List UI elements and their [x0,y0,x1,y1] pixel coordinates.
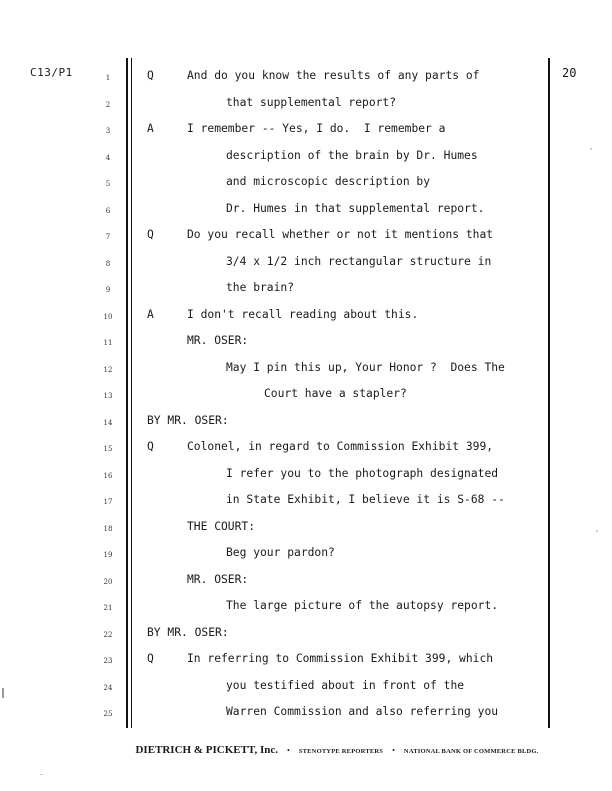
transcript-line: the brain? [226,281,295,294]
footer-address: NATIONAL BANK OF COMMERCE BLDG. [403,748,539,755]
line-number: 21 [103,604,113,612]
line-number: 24 [103,683,113,692]
transcript-line: Beg your pardon? [226,546,335,559]
qa-marker: Q [147,440,154,453]
left-margin-rule-inner [131,58,132,728]
transcript-line: Do you recall whether or not it mentions that [187,228,494,241]
right-margin-rule [548,58,550,728]
scan-speck [596,530,598,532]
line-number: 22 [103,630,113,639]
transcript-line: And do you know the results of any parts of [187,69,480,82]
footer-bullet: • [286,746,290,755]
transcript-line: I remember -- Yes, I do. I remember a [187,122,446,135]
line-number: 20 [103,577,113,586]
line-number: 10 [103,312,113,321]
line-number: 11 [103,339,113,347]
left-margin-rule [126,58,128,728]
transcript-line: MR. OSER: [187,572,249,586]
page-id: C13/P1 [30,66,73,79]
qa-marker: Q [147,69,154,82]
transcript-line: Dr. Humes in that supplemental report. [226,201,485,215]
transcript-line: May I pin this up, Your Honor ? Does The [226,360,505,374]
line-number: 13 [103,392,113,400]
transcript-line: Warren Commission and also referring you [226,705,499,718]
footer-bullet: • [392,746,395,755]
transcript-line: BY MR. OSER: [147,625,229,639]
line-number: 9 [105,286,111,294]
qa-marker: Q [147,652,154,665]
line-number: 14 [103,418,113,427]
scan-speck [590,148,592,150]
transcript-line: description of the brain by Dr. Humes [226,148,478,162]
transcript-line: and microscopic description by [226,175,431,188]
transcript-line: THE COURT: [187,519,256,533]
line-number: 1 [105,74,111,82]
transcript-line: BY MR. OSER: [147,413,229,427]
scan-speck [40,774,43,775]
transcript-line: MR. OSER: [187,334,249,347]
transcript-line: Court have a stapler? [264,387,407,400]
line-number: 18 [103,524,113,533]
transcript-line: I refer you to the photograph designated [226,466,499,480]
qa-marker: A [147,122,154,135]
transcript-line: The large picture of the autopsy report. [226,599,499,612]
transcript-line: in State Exhibit, I believe it is S-68 -- [226,493,505,506]
line-number: 16 [103,471,113,480]
line-number: 19 [103,551,113,559]
scan-speck [2,688,4,698]
transcript-line: Colonel, in regard to Commission Exhibit 399, [187,440,494,453]
line-number: 3 [105,127,111,135]
line-number: 4 [105,153,111,162]
line-number: 6 [105,206,111,215]
footer-service: STENOTYPE REPORTERS [298,748,384,755]
line-number: 2 [105,100,111,109]
transcript-line: you testified about in front of the [226,678,465,692]
line-number: 23 [103,657,113,665]
line-number: 17 [103,498,113,506]
footer-firm: DIETRICH & PICKETT, Inc. [135,744,278,756]
line-number: 15 [103,445,113,453]
line-number: 8 [105,259,111,268]
line-number: 25 [103,710,113,718]
qa-marker: Q [147,228,154,241]
transcript-line: 3/4 x 1/2 inch rectangular structure in [226,254,492,268]
transcript-line: I don't recall reading about this. [187,307,419,321]
transcript-line: that supplemental report? [226,95,397,109]
line-number: 7 [105,233,111,241]
page-number: 20 [562,66,577,80]
line-number: 5 [105,180,111,188]
reporter-footer [132,740,542,758]
qa-marker: A [147,307,154,321]
line-number: 12 [103,365,113,374]
transcript-line: In referring to Commission Exhibit 399, which [187,652,494,665]
